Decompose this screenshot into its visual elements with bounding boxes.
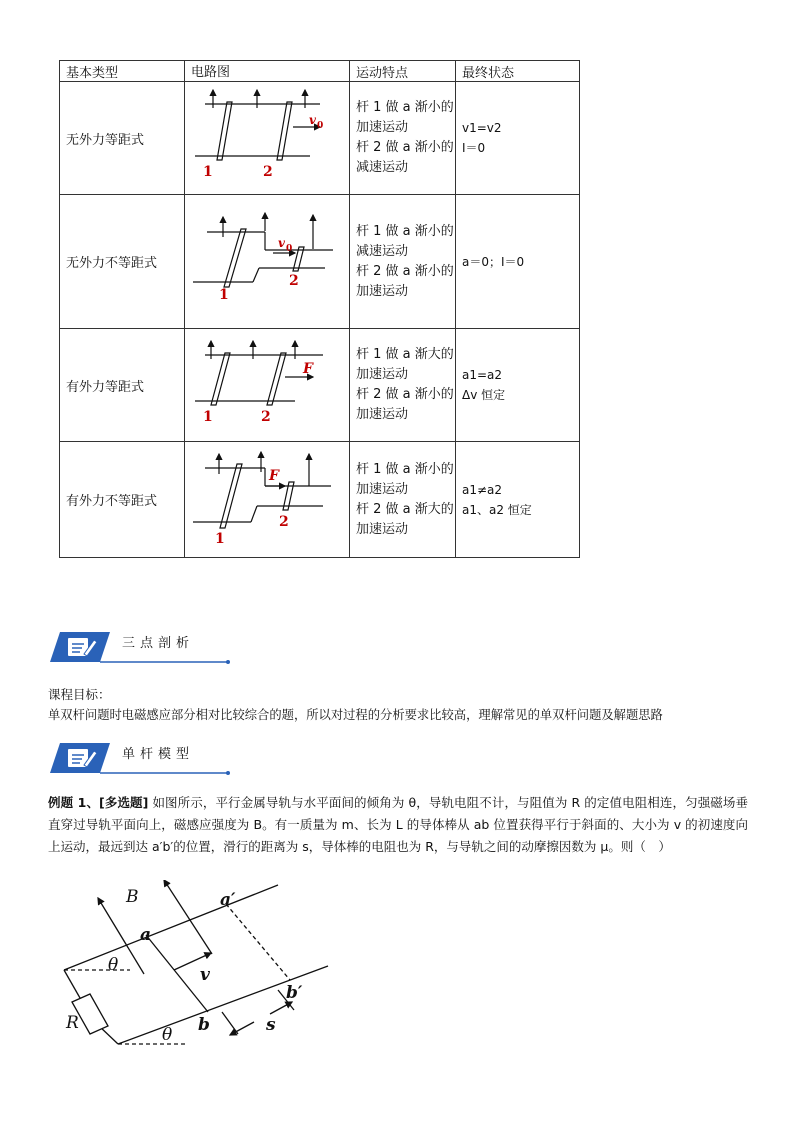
motion-cell xyxy=(350,329,456,442)
section-banner-single-rod xyxy=(48,741,232,775)
velocity-label: v xyxy=(309,113,316,127)
motion-line: 杆 1 做 a 渐小的 xyxy=(356,461,454,477)
header-final: 最终状态 xyxy=(456,61,580,82)
motion-line: 杆 2 做 a 渐大的 xyxy=(356,501,454,517)
motion-line: 减速运动 xyxy=(356,243,409,259)
label-s: s xyxy=(266,1015,276,1035)
rod-2-label: 2 xyxy=(289,273,299,289)
velocity-subscript: 0 xyxy=(317,121,324,131)
motion-line: 加速运动 xyxy=(356,283,409,299)
motion-line: 加速运动 xyxy=(356,407,409,422)
row-type: 无外力等距式 xyxy=(60,82,185,195)
header-motion: 运动特点 xyxy=(350,61,456,82)
final-line: I＝0 xyxy=(462,141,486,155)
comparison-table xyxy=(59,60,580,558)
final-cell xyxy=(456,82,580,195)
course-goal-label: 课程目标： xyxy=(48,687,111,702)
motion-line: 杆 1 做 a 渐小的 xyxy=(356,100,454,115)
final-line: a＝0；I＝0 xyxy=(462,254,525,269)
rod-1-label: 1 xyxy=(219,287,229,303)
final-line: a1=a2 xyxy=(462,368,503,382)
label-b-prime: b′ xyxy=(286,983,303,1003)
circuit-diagram xyxy=(185,195,350,329)
final-cell xyxy=(456,329,580,442)
motion-line: 减速运动 xyxy=(356,160,409,175)
rod-2-label: 2 xyxy=(279,514,289,530)
circuit-diagram xyxy=(185,82,350,195)
example-text: 如图所示，平行金属导轨与水平面间的倾角为 θ，导轨电阻不计，与阻值为 R 的定值电阻相连，匀强磁场垂直穿过导轨平面向上，磁感应强度为 B。有一质量为 m、长为 L 的导体棒从 ab 位置获得平行于斜面的、大小为 v 的初速度向上运动，最远到达 a′b′的位置，滑行的距离为 s，导体棒的电阻也为 R，与导轨之间的动摩擦因数为 μ。则（ ） xyxy=(48,795,748,854)
rod-2-label: 2 xyxy=(261,409,271,425)
label-v: v xyxy=(200,965,210,985)
section-banner-analysis xyxy=(48,630,232,664)
incline-figure xyxy=(58,880,338,1056)
motion-line: 加速运动 xyxy=(356,481,409,497)
example-question xyxy=(48,792,748,858)
final-line: v1=v2 xyxy=(462,121,502,135)
final-line: a1、a2 恒定 xyxy=(462,502,532,517)
final-line: Δv 恒定 xyxy=(462,388,506,402)
label-a-prime: a′ xyxy=(220,890,236,910)
motion-line: 杆 2 做 a 渐小的 xyxy=(356,387,454,402)
motion-line: 杆 2 做 a 渐小的 xyxy=(356,263,454,279)
motion-line: 加速运动 xyxy=(356,521,409,537)
table-row xyxy=(60,329,580,442)
section-title: 单杆模型 xyxy=(122,747,195,762)
table-row xyxy=(60,82,580,195)
example-label: 例题 1、[多选题] xyxy=(48,795,149,810)
course-goal-text: 单双杆问题时电磁感应部分相对比较综合的题，所以对过程的分析要求比较高，理解常见的单双杆问题及解题思路 xyxy=(48,708,663,722)
motion-line: 杆 1 做 a 渐小的 xyxy=(356,223,454,239)
circuit-diagram xyxy=(185,442,350,558)
final-line: a1≠a2 xyxy=(462,482,503,497)
row-type: 有外力等距式 xyxy=(60,329,185,442)
section-title: 三点剖析 xyxy=(122,636,195,651)
label-b: b xyxy=(198,1015,210,1035)
circuit-diagram xyxy=(185,329,350,442)
label-theta-bottom: θ xyxy=(162,1025,173,1045)
label-B: B xyxy=(126,887,139,907)
header-diagram: 电路图 xyxy=(185,61,350,82)
velocity-label: v xyxy=(278,236,285,250)
label-a: a xyxy=(140,925,152,945)
table-row xyxy=(60,442,580,558)
motion-cell xyxy=(350,195,456,329)
motion-cell xyxy=(350,82,456,195)
final-cell xyxy=(456,442,580,558)
rod-1-label: 1 xyxy=(215,531,225,547)
motion-line: 杆 1 做 a 渐大的 xyxy=(356,347,454,362)
motion-line: 加速运动 xyxy=(356,367,409,382)
row-type: 有外力不等距式 xyxy=(60,442,185,558)
motion-cell xyxy=(350,442,456,558)
table-header-row xyxy=(60,61,580,82)
label-R: R xyxy=(66,1013,79,1033)
force-label: F xyxy=(269,468,279,484)
force-label: F xyxy=(303,361,313,377)
header-type: 基本类型 xyxy=(60,61,185,82)
row-type: 无外力不等距式 xyxy=(60,195,185,329)
motion-line: 加速运动 xyxy=(356,120,409,135)
label-theta-top: θ xyxy=(108,955,119,975)
final-cell xyxy=(456,195,580,329)
table-row xyxy=(60,195,580,329)
rod-1-label: 1 xyxy=(203,409,213,425)
motion-line: 杆 2 做 a 渐小的 xyxy=(356,140,454,155)
velocity-subscript: 0 xyxy=(286,244,293,254)
rod-2-label: 2 xyxy=(263,164,273,180)
rod-1-label: 1 xyxy=(203,164,213,180)
